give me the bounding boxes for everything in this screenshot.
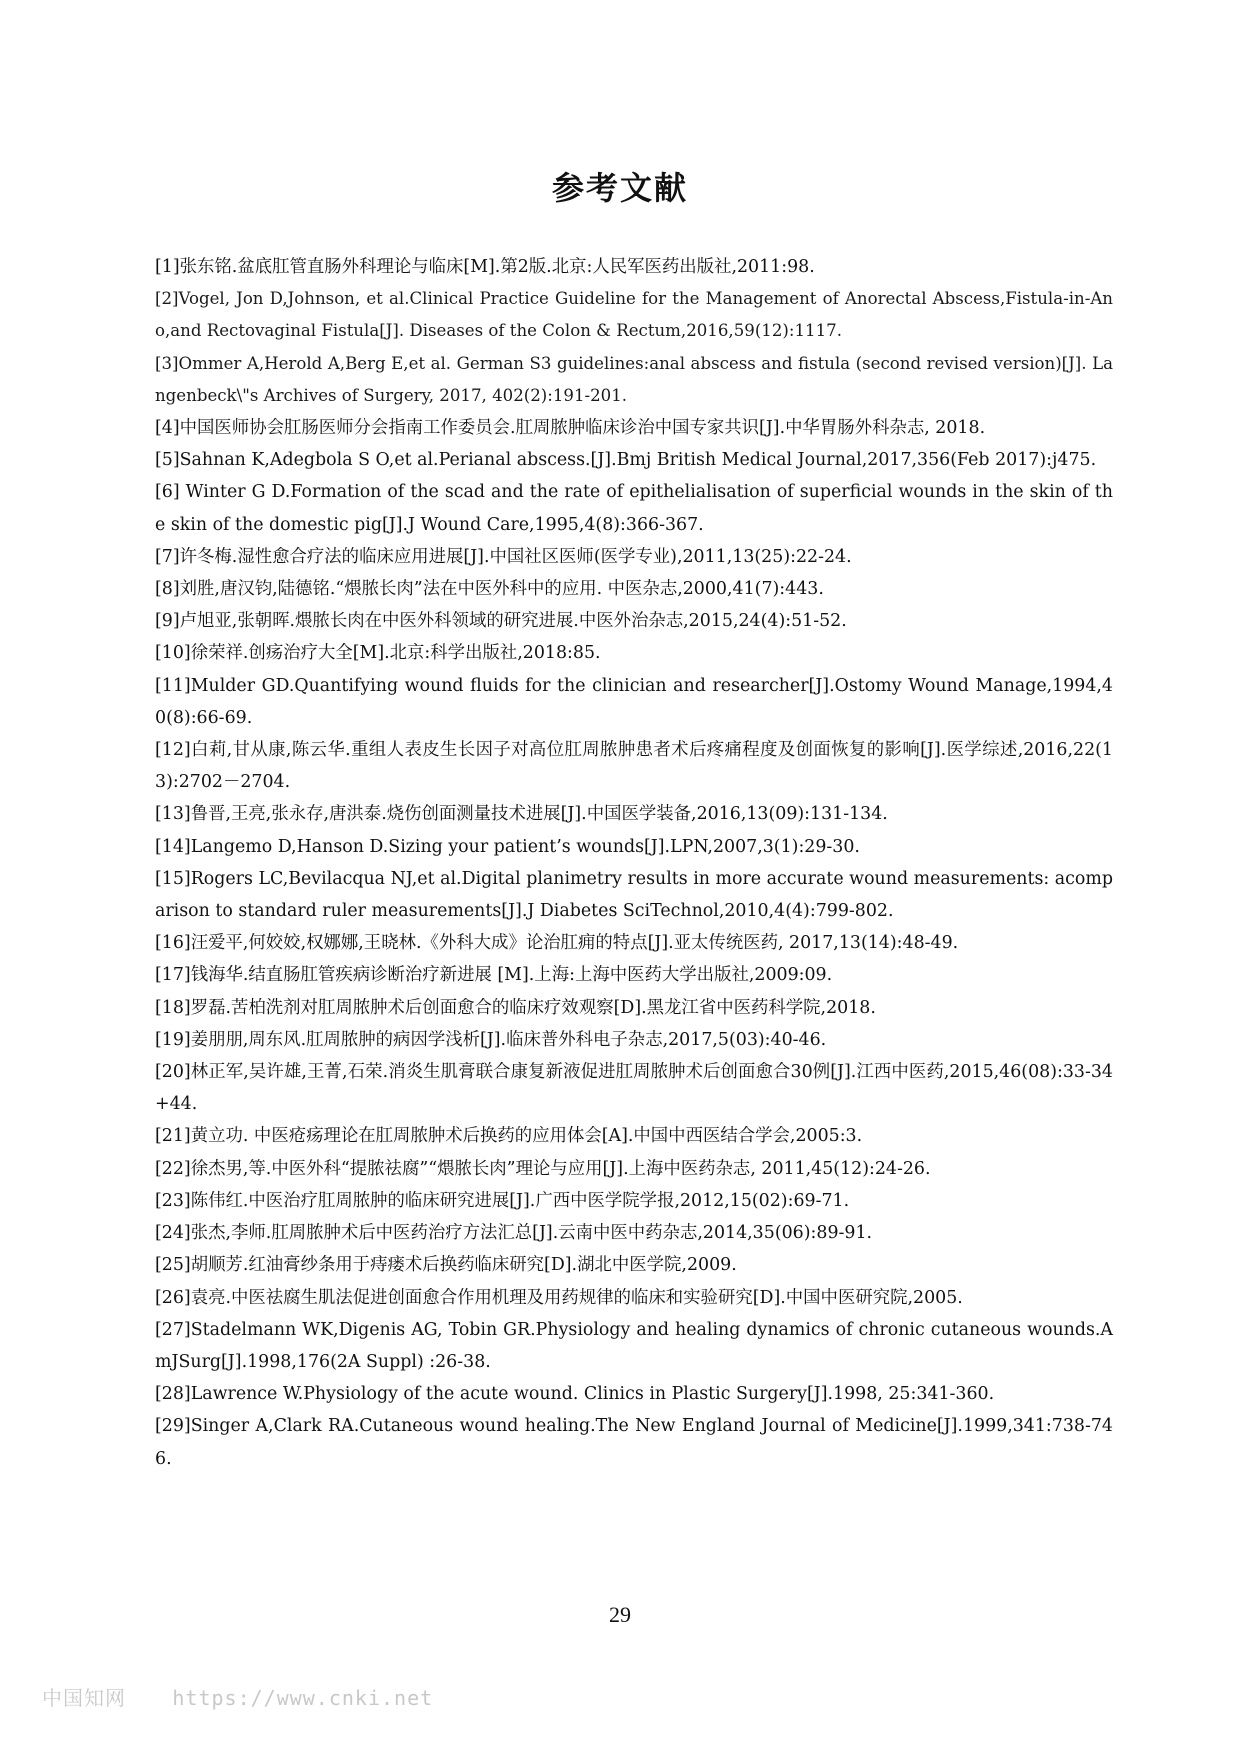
reference-item: [14]Langemo D,Hanson D.Sizing your patient’s wounds[J].LPN,2007,3(1):29-30. [155, 836, 860, 857]
watermark-footer [42, 1682, 433, 1711]
page-title: 参考文献 [551, 169, 688, 207]
reference-item: [29]Singer A,Clark RA.Cutaneous wound healing.The New England Journal of Medicine[J].1999,341:738-746. [155, 1416, 1113, 1469]
reference-item: [27]Stadelmann WK,Digenis AG, Tobin GR.Physiology and healing dynamics of chronic cutaneous wounds.AmJSurg[J].1998,176(2A Suppl) :26-38. [155, 1319, 1113, 1372]
page-number: 29 [609, 1602, 631, 1627]
reference-item: [17]钱海华.结直肠肛管疾病诊断治疗新进展 [M].上海:上海中医药大学出版社,2009:09. [155, 965, 833, 986]
reference-item: [26]袁亮.中医祛腐生肌法促进创面愈合作用机理及用药规律的临床和实验研究[D].中国中医研究院,2005. [155, 1287, 963, 1308]
reference-item: [6] Winter G D.Formation of the scad and the rate of epithelialisation of superficial wounds in the skin of the skin of the domestic pig[J].J Wound Care,1995,4(8):366-367. [155, 482, 1113, 535]
reference-item: [8]刘胜,唐汉钧,陆德铭.“煨脓长肉”法在中医外科中的应用. 中医杂志,2000,41(7):443. [155, 579, 824, 600]
reference-item: [22]徐杰男,等.中医外科“提脓祛腐”“煨脓长肉”理论与应用[J].上海中医药杂志, 2011,45(12):24-26. [155, 1158, 931, 1179]
reference-item: [11]Mulder GD.Quantifying wound fluids for the clinician and researcher[J].Ostomy Wound Manage,1994,40(8):66-69. [155, 675, 1113, 728]
reference-item: [5]Sahnan K,Adegbola S O,et al.Perianal abscess.[J].Bmj British Medical Journal,2017,356(Feb 2017):j475. [155, 450, 1097, 471]
reference-item: [28]Lawrence W.Physiology of the acute wound. Clinics in Plastic Surgery[J].1998, 25:341-360. [155, 1384, 995, 1405]
reference-item: [24]张杰,李师.肛周脓肿术后中医药治疗方法汇总[J].云南中医中药杂志,2014,35(06):89-91. [155, 1223, 873, 1244]
cnki-logo-text: 中国知网 [42, 1686, 126, 1710]
reference-item: [9]卢旭亚,张朝晖.煨脓长肉在中医外科领域的研究进展.中医外治杂志,2015,24(4):51-52. [155, 611, 847, 632]
cnki-url: https://www.cnki.net [172, 1686, 434, 1710]
reference-item: [4]中国医师协会肛肠医师分会指南工作委员会.肛周脓肿临床诊治中国专家共识[J].中华胃肠外科杂志, 2018. [155, 418, 986, 439]
reference-item: [7]许冬梅.湿性愈合疗法的临床应用进展[J].中国社区医师(医学专业),2011,13(25):22-24. [155, 546, 852, 567]
reference-item: [25]胡顺芳.红油膏纱条用于痔瘘术后换药临床研究[D].湖北中医学院,2009. [155, 1255, 737, 1276]
reference-item: [16]汪爱平,何姣姣,权娜娜,王晓林.《外科大成》论治肛痈的特点[J].亚太传统医药, 2017,13(14):48-49. [155, 933, 959, 954]
reference-item: [20]林正军,吴许雄,王菁,石荣.消炎生肌膏联合康复新液促进肛周脓肿术后创面愈合30例[J].江西中医药,2015,46(08):33-34+44. [155, 1062, 1113, 1115]
reference-item: [1]张东铭.盆底肛管直肠外科理论与临床[M].第2版.北京:人民军医药出版社,2011:98. [155, 257, 815, 277]
reference-item: [15]Rogers LC,Bevilacqua NJ,et al.Digital planimetry results in more accurate wound measurements: acomparison to standard ruler measurements[J].J Diabetes SciTechnol,2010,4(4):799-802. [155, 868, 1113, 922]
reference-item: [21]黄立功. 中医疮疡理论在肛周脓肿术后换药的应用体会[A].中国中西医结合学会,2005:3. [155, 1126, 863, 1147]
reference-item: [12]白莉,甘从康,陈云华.重组人表皮生长因子对高位肛周脓肿患者术后疼痛程度及创面恢复的影响[J].医学综述,2016,22(13):2702－2704. [155, 740, 1113, 793]
reference-item: [19]姜朋朋,周东风.肛周脓肿的病因学浅析[J].临床普外科电子杂志,2017,5(03):40-46. [155, 1029, 827, 1050]
reference-item: [13]鲁晋,王亮,张永存,唐洪泰.烧伤创面测量技术进展[J].中国医学装备,2016,13(09):131-134. [155, 804, 888, 825]
reference-item: [10]徐荣祥.创疡治疗大全[M].北京:科学出版社,2018:85. [155, 643, 601, 664]
reference-list [155, 251, 1113, 1475]
reference-item: [18]罗磊.苦柏洗剂对肛周脓肿术后创面愈合的临床疗效观察[D].黑龙江省中医药科学院,2018. [155, 997, 876, 1018]
reference-item: [2]Vogel, Jon D,Johnson, et al.Clinical Practice Guideline for the Management of Anorectal Abscess,Fistula-in-Ano,and Rectovaginal Fistula[J]. Diseases of the Colon & Rectum,2016,59(12):1117. [155, 289, 1113, 341]
reference-item: [3]Ommer A,Herold A,Berg E,et al. German S3 guidelines:anal abscess and fistula (second revised version)[J]. Langenbeck\"s Archives of Surgery, 2017, 402(2):191-201. [155, 353, 1113, 405]
reference-item: [23]陈伟红.中医治疗肛周脓肿的临床研究进展[J].广西中医学院学报,2012,15(02):69-71. [155, 1190, 850, 1211]
